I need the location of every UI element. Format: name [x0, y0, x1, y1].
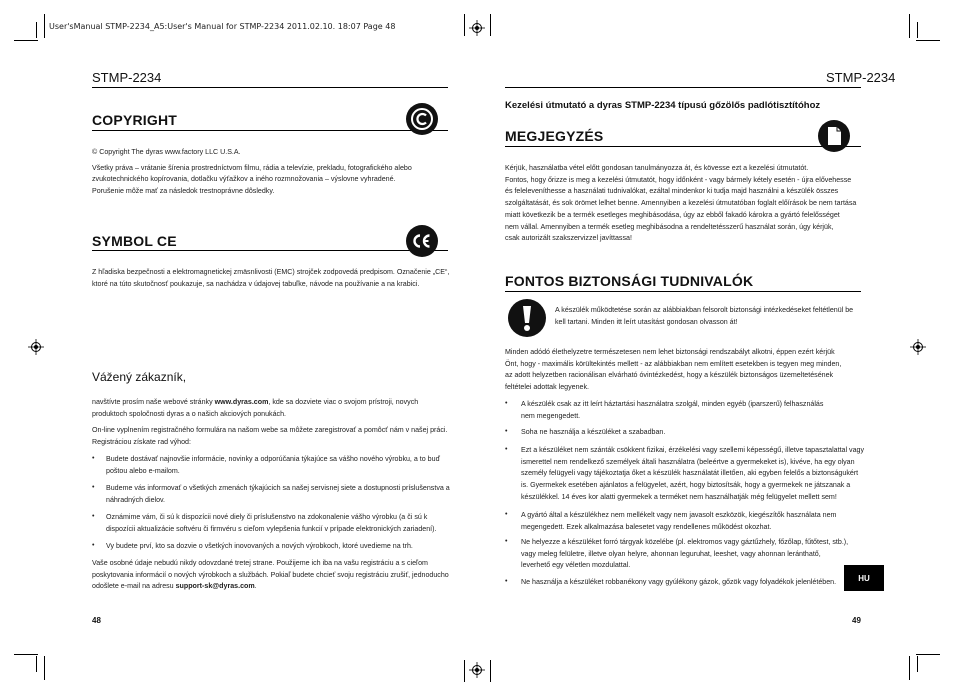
page-number-left: 48: [92, 616, 101, 625]
crop-mark: [36, 22, 37, 38]
registration-intro: [92, 397, 447, 449]
crop-mark: [14, 654, 38, 655]
list-item: • A gyártó által a készülékhez nem mellékelt vagy nem javasolt eszközök, kiegészítők használata nem megengedett. Ezek alkalmazása balesetet vagy rendellenes működést okozhat.: [505, 510, 837, 531]
list-item: • Soha ne használja a készüléket a szabadban.: [505, 427, 666, 436]
crop-mark: [44, 14, 45, 38]
ce-mark-icon: [405, 224, 439, 258]
safety-list: [505, 399, 865, 591]
copyright-line: zvukotechnického kopírovania, dotlačku výťažkov a iného rozmnožovania – výslovne vyhradené.: [92, 175, 396, 184]
notes-rule: [505, 146, 861, 147]
print-header: User'sManual STMP-2234_A5:User's Manual for STMP-2234 2011.02.10. 18:07 Page 48: [49, 22, 396, 31]
intro-line: navštívte prosím naše webové stránky www.dyras.com, kde sa dozviete viac o svojom prístroji, novych: [92, 398, 419, 406]
list-item: • Vy budete prví, kto sa dozvie o všetkých inovovaných a nových výrobkoch, ktoré uvedieme na trh.: [92, 541, 413, 550]
list-item: • Budete dostávať najnovšie informácie, novinky a odporúčania týkajúce sa vášho nového výrobku, a to buď poštou alebo e-mailom.: [92, 454, 440, 475]
bullet-icon: •: [92, 483, 95, 491]
intro-line: produktoch spoločnosti dyras a o našich akciových ponukách.: [92, 409, 287, 418]
support-email-link[interactable]: support-sk@dyras.com: [175, 582, 255, 591]
crop-mark: [36, 656, 37, 672]
notes-title: MEGJEGYZÉS: [505, 128, 604, 144]
model-label-right: STMP-2234: [826, 70, 896, 85]
copyright-rule: [92, 130, 448, 131]
copyright-line: Všetky práva – vrátanie šírenia prostredníctvom filmu, rádia a televízie, prekladu, fotografického alebo: [92, 163, 412, 172]
crop-mark: [909, 14, 910, 38]
header-rule-right: [505, 87, 861, 88]
list-item: • Oznámime vám, či sú k dispozícii nové diely či príslušenstvo na zdokonalenie vášho výrobku (a či sú k dispozícii aktualizácie softvéru či firmvéru s cieľom vylepšenia funkcií v prípade elektronických zariadení).: [92, 512, 437, 533]
privacy-text: Vaše osobné údaje nebudú nikdy odovzdané tretej strane. Použijeme ich iba na vašu registráciu a s cieľom poskytovania informácií o nových výrobkoch a službách. Pokiaľ budete chcieť svoju registráciu zrušiť, jednoducho odošlete e-mail na adresu support-sk@dyras.com.: [92, 559, 449, 591]
warning-exclamation-icon: [507, 298, 547, 338]
bullet-icon: •: [505, 577, 508, 585]
list-item: • Ne használja a készüléket robbanékony vagy gyúlékony gázok, gőzök vagy folyadékok jelenlétében.: [505, 577, 837, 586]
language-tab: HU: [844, 565, 884, 591]
crop-mark: [917, 22, 918, 38]
copyright-text: [92, 147, 412, 198]
list-item: • Ezt a készüléket nem szánták csökkent fizikai, érzékelési vagy szellemi képességű, illetve tapasztalattal vagy ismerettel nem rendelkező személyek általi használatra (beleértve a gyermekeket is), kivéve, ha egy olyan személy felügyeli vagy tájékoztatja őket a készülék használatát illetően, aki egyben felelős a biztonságukért is. Gyermekek esetében ajánlatos a felügyelet, azért, hogy biztosítsák, hogy a gyermekek ne játszanak a készülékkel. 14 éves kor alatti gyermekek a terméket nem használhatják még felügyelet mellett sem!: [505, 445, 865, 501]
greeting: Vážený zákazník,: [92, 370, 187, 384]
model-label-left: STMP-2234: [92, 70, 162, 85]
registration-mark-icon: [469, 20, 485, 36]
copyright-line: Porušenie môže mať za následok trestnoprávne dôsledky.: [92, 187, 275, 196]
intro-line: Registráciou získate rad výhod:: [92, 438, 191, 447]
symbol-ce-rule: [92, 250, 448, 251]
bullet-icon: •: [505, 445, 508, 453]
benefit-list: [92, 454, 452, 557]
symbol-ce-title: SYMBOL CE: [92, 233, 177, 249]
safety-title: FONTOS BIZTONSÁGI TUDNIVALÓK: [505, 273, 754, 289]
registration-mark-icon: [910, 339, 926, 355]
symbol-ce-text: [92, 267, 449, 290]
bullet-icon: •: [505, 427, 508, 435]
safety-rule: [505, 291, 861, 292]
copyright-title: COPYRIGHT: [92, 112, 178, 128]
crop-mark: [490, 660, 491, 682]
list-item: • Budeme vás informovať o všetkých zmenách týkajúcich sa našej servisnej siete a dostupnosti príslušenstva a náhradných dielov.: [92, 483, 450, 504]
crop-mark: [14, 40, 38, 41]
header-rule-left: [92, 87, 448, 88]
bullet-icon: •: [92, 512, 95, 520]
website-link[interactable]: www.dyras.com: [214, 398, 269, 406]
bullet-icon: •: [92, 454, 95, 462]
crop-mark: [909, 656, 910, 680]
registration-mark-icon: [469, 662, 485, 678]
bullet-icon: •: [92, 541, 95, 549]
registration-mark-icon: [28, 339, 44, 355]
intro-line: On-line vyplnením registračného formulára na našom webe sa môžete zaregistrovať a pomôcť nám v našej práci.: [92, 426, 448, 435]
copyright-icon: [405, 102, 439, 136]
crop-mark: [916, 40, 940, 41]
page-number-right: 49: [852, 616, 861, 625]
symbol-ce-line: ktoré na túto skutočnosť poukazuje, sa nachádza v údajovej tabuľke, návode na používanie a na krabici.: [92, 279, 420, 288]
safety-warning-text: A készülék működtetése során az alábbiakban felsorolt biztonsági intézkedéseket feltétlenül be kell tartani. Minden itt leírt utasítást gondosan olvasson át!: [555, 306, 854, 326]
list-item: • A készülék csak az itt leírt háztartási használatra szolgál, minden egyéb (iparszerű) felhasználás nem megengedett.: [505, 399, 824, 420]
copyright-line: © Copyright The dyras www.factory LLC U.S.A.: [92, 148, 241, 156]
manual-subheading: Kezelési útmutató a dyras STMP-2234 típusú gőzölős padlótisztítóhoz: [505, 100, 821, 111]
symbol-ce-line: Z hľadiska bezpečnosti a elektromagnetickej zmäsnlivosti (EMC) strojček zodpovedá predpisom. Označenie „CE“,: [92, 268, 450, 276]
crop-mark: [464, 660, 465, 682]
note-page-icon: [817, 119, 851, 153]
crop-mark: [464, 14, 465, 36]
crop-mark: [916, 654, 940, 655]
list-item: • Ne helyezze a készüléket forró tárgyak közelébe (pl. elektromos vagy gáztűzhely, főzőlap, fűtőtest, stb.), vagy meleg felületre, illetve olyan helyre, ahonnan leguruhat, leeshet, vagy ahonnan leránthatő, leverhető egy véletlen mozdulattal.: [505, 537, 849, 570]
bullet-icon: •: [505, 510, 508, 518]
safety-intro-text: Minden adódó élethelyzetre természetesen nem lehet biztonsági rendszabályt alkotni, éppen ezért kérjük Önt, hogy - maximális körültekintés mellett - az alábbiakban nem említett esetekben is tegyen meg minden, az adott helyzetben racionálisan elvárható óvintézkedést, hogy a készülék biztonságos üzemeltetésének feltételei adottak legyenek.: [505, 348, 842, 392]
bullet-icon: •: [505, 537, 508, 545]
crop-mark: [490, 14, 491, 36]
crop-mark: [917, 656, 918, 672]
crop-mark: [44, 656, 45, 680]
notes-text: Kérjük, használatba vétel előtt gondosan tanulmányozza át, és kövesse ezt a kezelési útmutatót. Fontos, hogy őrizze is meg a kezelési útmutatót, hogy időnként - vagy bármely kétely esetén - újra elővehesse és feleleveníthesse a használati tudnivalókat, ezáltal mindenkor ki tudja majd használni a készülék összes szolgáltatását, és sok örömet lelhet benne. Amennyiben a kezelési útmutatóban foglalt előírások be nem tartása miatt következik be a termék esetleges meghibásodása, úgy az ebből fakadó károkra a gyártó felelősséget nem vállal. Amennyiben a termék esetleg meghibásodna a rendeltetésszerű használat során, úgy kérjük, csak autorizált szakszervizzel javíttassa!: [505, 164, 857, 243]
bullet-icon: •: [505, 399, 508, 407]
